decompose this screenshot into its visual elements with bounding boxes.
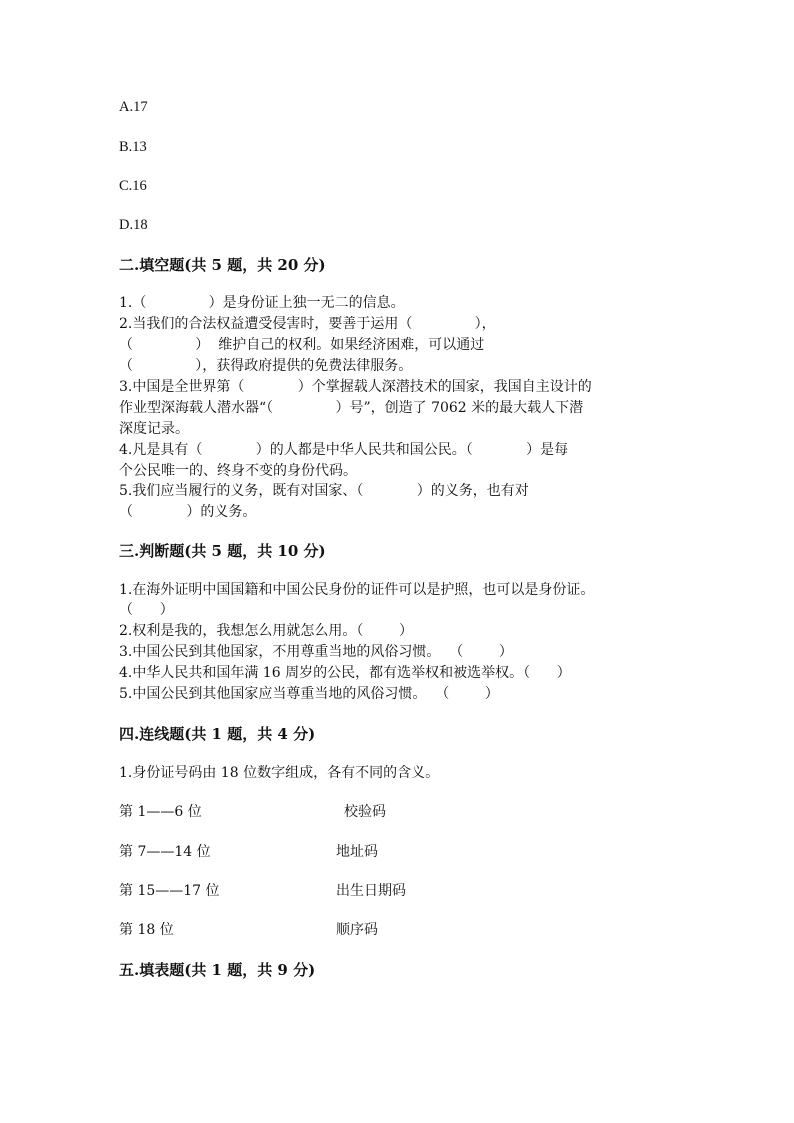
section-heading-true-false: 三.判断题(共 5 题，共 10 分)	[119, 542, 326, 560]
section3-line: （ ）	[119, 602, 174, 618]
section-heading-fill-blank: 二.填空题(共 5 题，共 20 分)	[119, 256, 326, 274]
section2-line: （ ）的义务。	[119, 504, 257, 520]
option-b: B.13	[119, 139, 147, 155]
section3-line: 1.在海外证明中国国籍和中国公民身份的证件可以是护照，也可以是身份证。	[119, 582, 595, 598]
option-d: D.18	[119, 217, 148, 233]
section3-line: 3.中国公民到其他国家，不用尊重当地的风俗习惯。 （ ）	[119, 644, 513, 660]
section2-line: 个公民唯一的、终身不变的身份代码。	[119, 463, 357, 479]
section3-line: 5.中国公民到其他国家应当尊重当地的风俗习惯。 （ ）	[119, 686, 499, 702]
matching-right-item: 校验码	[344, 804, 386, 820]
section3-line: 4.中华人民共和国年满 16 周岁的公民，都有选举权和被选举权。（ ）	[119, 665, 571, 681]
section2-line: 作业型深海载人潜水器“（ ）号”，创造了 7062 米的最大载人下潜	[119, 400, 584, 416]
matching-question: 1.身份证号码由 18 位数字组成，各有不同的含义。	[119, 765, 440, 781]
option-a: A.17	[119, 99, 148, 115]
section2-line: 1.（ ）是身份证上独一无二的信息。	[119, 295, 405, 311]
section2-line: 3.中国是全世界第（ ）个掌握载人深潜技术的国家，我国自主设计的	[119, 379, 592, 395]
section-heading-matching: 四.连线题(共 1 题，共 4 分)	[119, 725, 316, 743]
option-c: C.16	[119, 178, 147, 194]
section2-line: 2.当我们的合法权益遭受侵害时，要善于运用（ ），	[119, 316, 496, 332]
section2-line: （ ） 维护自己的权利。如果经济困难，可以通过	[119, 337, 485, 353]
matching-right-item: 顺序码	[336, 922, 378, 938]
section2-line: （ ），获得政府提供的免费法律服务。	[119, 358, 413, 374]
matching-right-item: 出生日期码	[336, 883, 406, 899]
matching-left-item: 第 7——14 位	[119, 844, 211, 860]
section2-line: 5.我们应当履行的义务，既有对国家、（ ）的义务，也有对	[119, 483, 529, 499]
section2-line: 深度记录。	[119, 421, 189, 437]
section3-line: 2.权利是我的，我想怎么用就怎么用。（ ）	[119, 623, 413, 639]
matching-left-item: 第 15——17 位	[119, 883, 220, 899]
matching-left-item: 第 18 位	[119, 922, 174, 938]
matching-left-item: 第 1——6 位	[119, 804, 202, 820]
matching-right-item: 地址码	[336, 844, 378, 860]
section-heading-fill-table: 五.填表题(共 1 题，共 9 分)	[119, 961, 316, 979]
section2-line: 4.凡是具有（ ）的人都是中华人民共和国公民。（ ）是每	[119, 442, 569, 458]
